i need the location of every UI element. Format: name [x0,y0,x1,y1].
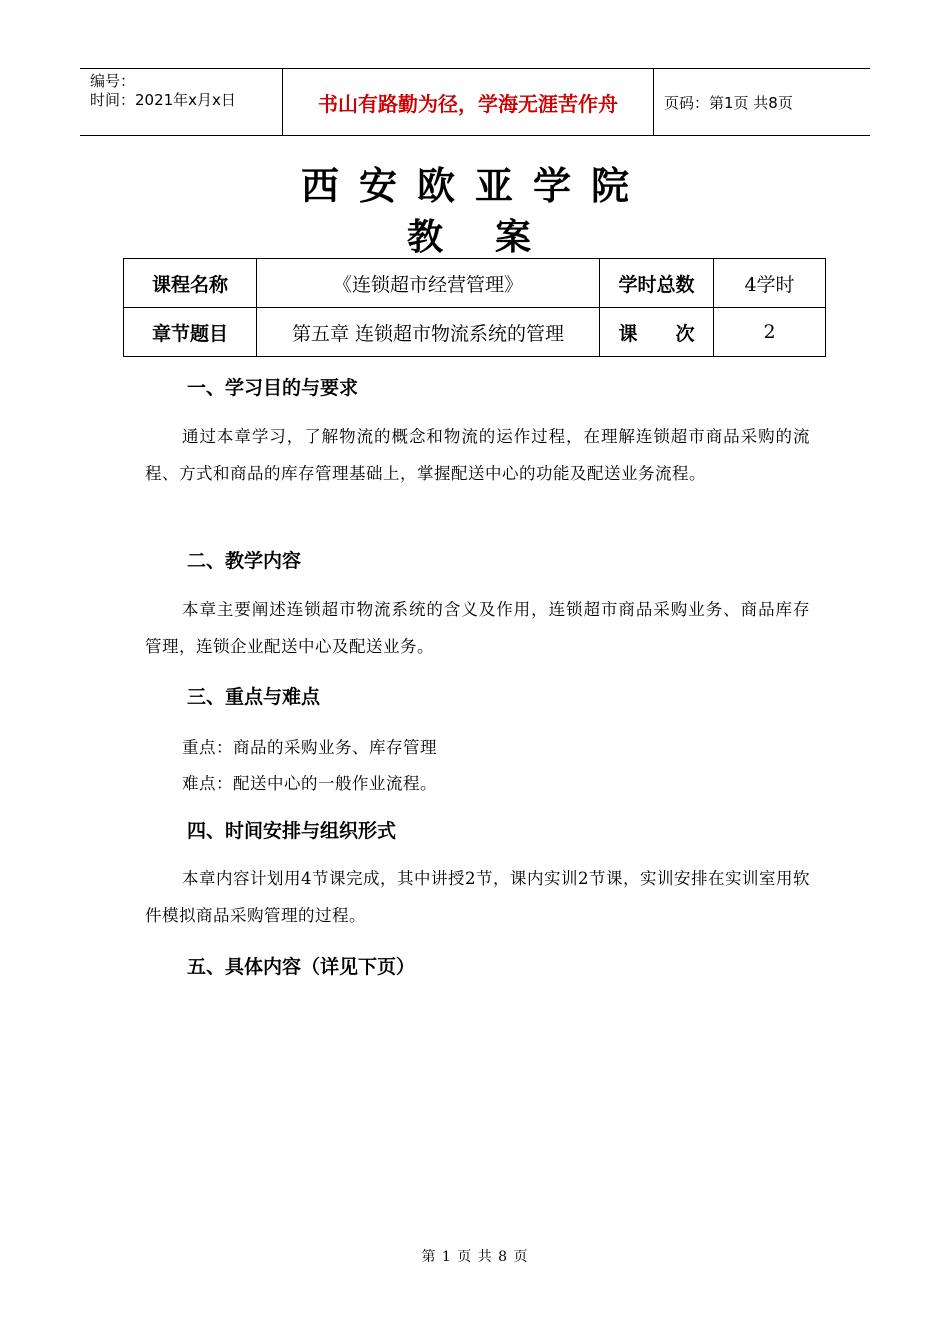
section-5-title: 五、具体内容（详见下页） [187,956,416,978]
section-1-body: 通过本章学习，了解物流的概念和物流的运作过程，在理解连锁超市商品采购的流程、方式和商品的库存管理基础上，掌握配送中心的功能及配送业务流程。 [145,427,810,483]
table-row [124,308,826,357]
table-row [124,259,826,308]
session-value: 2 [714,308,826,357]
school-title: 西安欧亚学院 [300,163,649,208]
course-info-table [123,258,826,357]
course-label: 课程名称 [124,259,257,308]
course-value: 《连锁超市经营管理》 [257,259,600,308]
hours-value: 4学时 [714,259,826,308]
section-4-title: 四、时间安排与组织形式 [187,820,397,842]
header-motto: 书山有路勤为径，学海无涯苦作舟 [282,69,654,135]
section-2-body: 本章主要阐述连锁超市物流系统的含义及作用，连锁超市商品采购业务、商品库存管理，连锁企业配送中心及配送业务。 [145,600,810,656]
chapter-value: 第五章 连锁超市物流系统的管理 [257,308,600,357]
section-3-key-point: 重点：商品的采购业务、库存管理 [182,738,437,757]
section-4-body: 本章内容计划用4节课完成，其中讲授2节，课内实训2节课，实训安排在实训室用软件模拟商品采购管理的过程。 [145,869,810,925]
number-label: 编号： [90,72,136,90]
section-1-title: 一、学习目的与要求 [187,377,359,399]
hours-label: 学时总数 [600,259,714,308]
page-footer: 第 1 页 共 8 页 [421,1249,529,1265]
header-page-info: 页码：第1页 共8页 [664,93,793,112]
page-header [80,68,870,136]
section-3-title: 三、重点与难点 [187,686,321,708]
chapter-label: 章节题目 [124,308,257,357]
section-3-difficult-point: 难点：配送中心的一般作业流程。 [182,774,437,793]
header-left-cell [80,69,282,135]
time-label: 时间：2021年x月x日 [90,91,236,109]
session-label: 课 次 [600,308,714,357]
doc-type-title: 教案 [406,216,583,258]
section-2-title: 二、教学内容 [187,550,302,572]
